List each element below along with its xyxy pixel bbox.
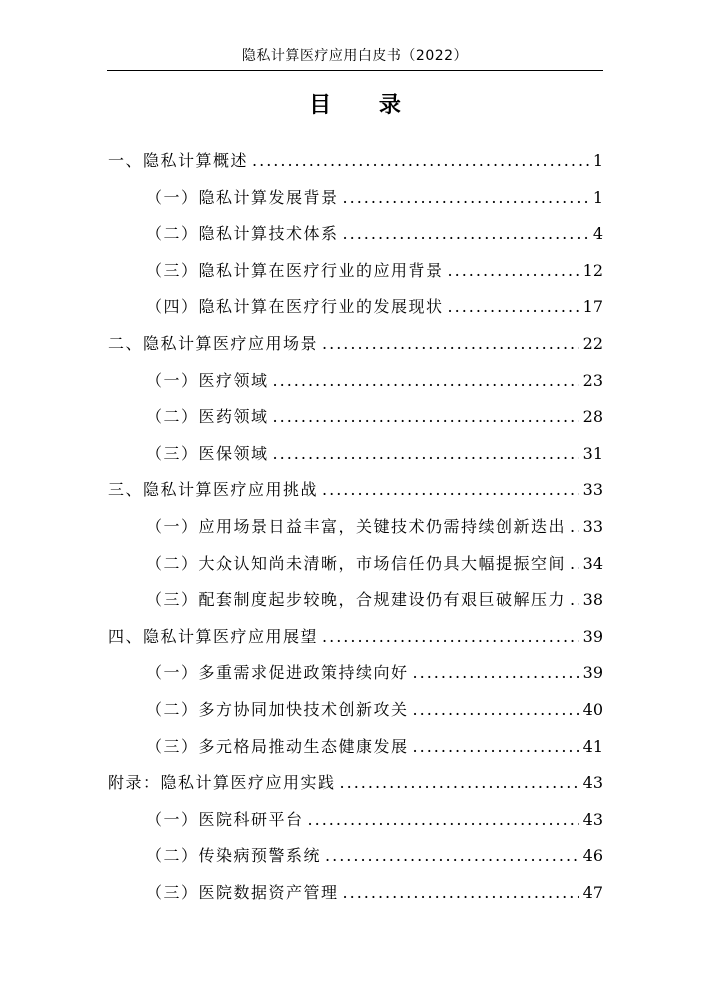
- toc-chapter-entry[interactable]: [108, 149, 603, 173]
- toc-section-entry[interactable]: [146, 552, 603, 576]
- toc-dot-leader: [570, 515, 579, 539]
- toc-entry-title: （二）医药领域: [146, 407, 269, 427]
- toc-page-number: 47: [582, 883, 603, 902]
- toc-dot-leader: [322, 332, 579, 356]
- toc-page-number: 23: [582, 370, 603, 390]
- toc-entry-title: （四）隐私计算在医疗行业的发展现状: [146, 297, 444, 317]
- toc-section-entry[interactable]: [146, 698, 603, 722]
- toc-entry-title: （三）医保领域: [146, 443, 269, 463]
- toc-page-number: 34: [582, 553, 603, 573]
- toc-page-number: 1: [592, 187, 603, 207]
- toc-page-number: 38: [582, 590, 603, 610]
- toc-dot-leader: [343, 186, 589, 210]
- toc-dot-leader: [273, 405, 579, 429]
- toc-entry-title: （三）配套制度起步较晚，合规建设仍有艰巨破解压力: [146, 590, 567, 610]
- toc-dot-leader: [308, 808, 579, 832]
- toc-page-number: 39: [582, 626, 603, 646]
- toc-entry-title: （三）多元格局推动生态健康发展: [146, 736, 409, 756]
- toc-page-number: 4: [592, 224, 603, 244]
- running-header: 隐私计算医疗应用白皮书（2022）: [241, 48, 469, 64]
- toc-entry-title: （二）隐私计算技术体系: [146, 224, 339, 244]
- toc-page-number: 43: [582, 809, 603, 829]
- toc-title: 目 录: [309, 93, 421, 118]
- toc-dot-leader: [340, 771, 579, 795]
- toc-dot-leader: [413, 661, 579, 685]
- toc-chapter-entry[interactable]: [108, 332, 603, 356]
- toc-section-entry[interactable]: [146, 844, 603, 868]
- toc-entry-title: 附录：隐私计算医疗应用实践: [108, 773, 336, 793]
- toc-entry-title: （二）大众认知尚未清晰，市场信任仍具大幅提振空间: [146, 553, 567, 573]
- toc-page-number: 46: [582, 846, 603, 866]
- toc-dot-leader: [273, 369, 579, 393]
- toc-page-number: 40: [582, 700, 603, 719]
- toc-section-entry[interactable]: [146, 186, 603, 210]
- toc-dot-leader: [322, 625, 579, 649]
- toc-section-entry[interactable]: [146, 881, 603, 905]
- toc-section-entry[interactable]: [146, 661, 603, 685]
- toc-entry-title: （一）多重需求促进政策持续向好: [146, 663, 409, 683]
- toc-dot-leader: [343, 881, 579, 905]
- toc-section-entry[interactable]: [146, 442, 603, 466]
- toc-section-entry[interactable]: [146, 515, 603, 539]
- toc-dot-leader: [413, 735, 579, 759]
- toc-chapter-entry[interactable]: [108, 478, 603, 502]
- toc-entry-title: （一）应用场景日益丰富，关键技术仍需持续创新迭出: [146, 517, 567, 536]
- toc-dot-leader: [273, 442, 579, 466]
- toc-entry-title: 三、隐私计算医疗应用挑战: [108, 480, 319, 500]
- toc-dot-leader: [252, 149, 589, 173]
- toc-section-entry[interactable]: [146, 369, 603, 393]
- toc-dot-leader: [413, 698, 579, 722]
- toc-entry-title: 一、隐私计算概述: [108, 151, 249, 170]
- toc-entry-title: 四、隐私计算医疗应用展望: [108, 626, 319, 646]
- toc-page-number: 22: [582, 334, 603, 353]
- toc-section-entry[interactable]: [146, 588, 603, 612]
- toc-page-number: 41: [582, 736, 603, 756]
- toc-entry-title: （二）多方协同加快技术创新攻关: [146, 700, 409, 719]
- toc-section-entry[interactable]: [146, 405, 603, 429]
- toc-page-number: 43: [582, 773, 603, 793]
- toc-page-number: 39: [582, 663, 603, 683]
- toc-chapter-entry[interactable]: [108, 625, 603, 649]
- toc-entry-title: （一）隐私计算发展背景: [146, 187, 339, 207]
- toc-section-entry[interactable]: [146, 808, 603, 832]
- toc-page-number: 12: [582, 260, 603, 280]
- toc-dot-leader: [448, 295, 579, 319]
- toc-entry-title: （三）医院数据资产管理: [146, 883, 339, 902]
- toc-entry-title: （一）医疗领域: [146, 370, 269, 390]
- toc-dot-leader: [570, 552, 579, 576]
- toc-page-number: 28: [582, 407, 603, 427]
- toc-chapter-entry[interactable]: [108, 771, 603, 795]
- toc-entry-title: （二）传染病预警系统: [146, 846, 322, 866]
- toc-page-number: 17: [582, 297, 603, 317]
- toc-section-entry[interactable]: [146, 295, 603, 319]
- toc-entry-title: 二、隐私计算医疗应用场景: [108, 334, 319, 353]
- toc-page-number: 33: [582, 517, 603, 536]
- toc-section-entry[interactable]: [146, 259, 603, 283]
- toc-section-entry[interactable]: [146, 735, 603, 759]
- toc-dot-leader: [325, 844, 579, 868]
- toc-entry-title: （三）隐私计算在医疗行业的应用背景: [146, 260, 444, 280]
- toc-entry-title: （一）医院科研平台: [146, 809, 304, 829]
- toc-section-entry[interactable]: [146, 222, 603, 246]
- toc-dot-leader: [448, 259, 579, 283]
- toc-page-number: 31: [582, 443, 603, 463]
- toc-dot-leader: [322, 478, 579, 502]
- toc-page-number: 1: [592, 151, 603, 170]
- toc-dot-leader: [570, 588, 579, 612]
- toc-dot-leader: [343, 222, 589, 246]
- toc-page-number: 33: [582, 480, 603, 500]
